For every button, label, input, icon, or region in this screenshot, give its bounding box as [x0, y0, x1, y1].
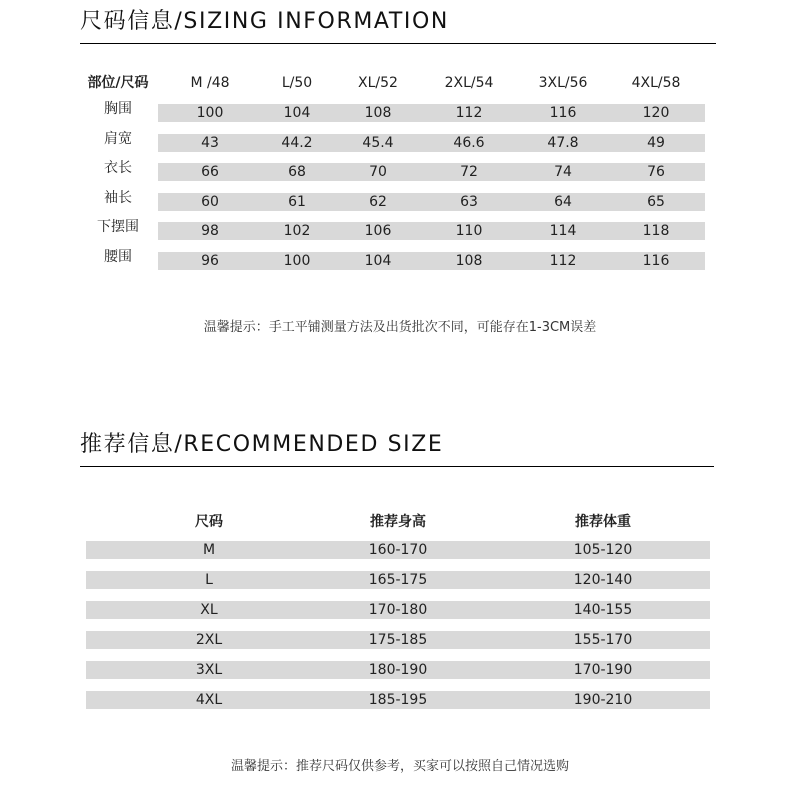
recommended-note: 温馨提示：推荐尺码仅供参考，买家可以按照自己情况选购 — [230, 759, 569, 774]
table-cell: 108 — [364, 105, 392, 121]
table-cell: 118 — [642, 223, 670, 239]
size-header: 4XL/58 — [631, 75, 681, 91]
table-cell: 100 — [196, 105, 224, 121]
measure-label: 衣长 — [104, 160, 132, 176]
table-cell: 106 — [364, 223, 392, 239]
size-header: 3XL/56 — [538, 75, 588, 91]
table-cell: 180-190 — [368, 662, 428, 678]
table-cell: 74 — [554, 164, 572, 180]
table-cell: 185-195 — [368, 692, 428, 708]
table-cell: L — [205, 572, 213, 588]
table-cell: 112 — [455, 105, 483, 121]
table-cell: 108 — [455, 253, 483, 269]
size-header: L/50 — [281, 75, 313, 91]
table-cell: 112 — [549, 253, 577, 269]
table-cell: 96 — [201, 253, 219, 269]
table-cell: 104 — [283, 105, 311, 121]
measure-label: 袖长 — [104, 190, 132, 206]
table-cell: 160-170 — [368, 542, 428, 558]
table-cell: 62 — [369, 194, 387, 210]
recommended-header: 推荐体重 — [575, 514, 631, 530]
recommended-title-rule — [80, 466, 714, 467]
table-cell: 61 — [288, 194, 306, 210]
table-cell: 72 — [460, 164, 478, 180]
table-cell: 102 — [283, 223, 311, 239]
measure-label: 肩宽 — [104, 131, 132, 147]
table-cell: 66 — [201, 164, 219, 180]
table-cell: 65 — [647, 194, 665, 210]
table-cell: 116 — [549, 105, 577, 121]
table-cell: 110 — [455, 223, 483, 239]
sizing-note: 温馨提示：手工平铺测量方法及出货批次不同，可能存在1-3CM误差 — [203, 320, 597, 335]
table-cell: 165-175 — [368, 572, 428, 588]
measure-label: 下摆围 — [97, 219, 139, 235]
table-cell: 170-180 — [368, 602, 428, 618]
table-cell: 63 — [460, 194, 478, 210]
table-cell: 100 — [283, 253, 311, 269]
table-cell: 2XL — [195, 632, 223, 648]
recommended-title: 推荐信息/RECOMMENDED SIZE — [80, 432, 444, 457]
table-cell: 120 — [642, 105, 670, 121]
table-cell: 60 — [201, 194, 219, 210]
size-header: XL/52 — [358, 75, 398, 91]
size-header: M /48 — [190, 75, 230, 91]
table-cell: 64 — [554, 194, 572, 210]
table-cell: 114 — [549, 223, 577, 239]
sizing-title: 尺码信息/SIZING INFORMATION — [80, 9, 449, 34]
table-cell: 3XL — [195, 662, 223, 678]
table-cell: 105-120 — [573, 542, 633, 558]
table-cell: 45.4 — [362, 135, 394, 151]
size-header-label: 部位/尺码 — [87, 75, 149, 91]
sizing-title-rule — [80, 43, 716, 44]
table-cell: 49 — [647, 135, 665, 151]
table-cell: 76 — [647, 164, 665, 180]
table-cell: 46.6 — [453, 135, 485, 151]
table-cell: 140-155 — [573, 602, 633, 618]
table-cell: XL — [200, 602, 218, 618]
recommended-header: 推荐身高 — [370, 514, 426, 530]
table-cell: 170-190 — [573, 662, 633, 678]
table-cell: 98 — [201, 223, 219, 239]
table-cell: 104 — [364, 253, 392, 269]
table-cell: M — [202, 542, 216, 558]
table-cell: 116 — [642, 253, 670, 269]
table-cell: 4XL — [195, 692, 223, 708]
measure-label: 腰围 — [104, 249, 132, 265]
table-cell: 155-170 — [573, 632, 633, 648]
table-cell: 47.8 — [547, 135, 579, 151]
table-cell: 175-185 — [368, 632, 428, 648]
table-cell: 44.2 — [281, 135, 313, 151]
table-cell: 190-210 — [573, 692, 633, 708]
table-cell: 120-140 — [573, 572, 633, 588]
measure-label: 胸围 — [104, 101, 132, 117]
table-cell: 43 — [201, 135, 219, 151]
table-cell: 68 — [288, 164, 306, 180]
recommended-header: 尺码 — [195, 514, 223, 530]
table-cell: 70 — [369, 164, 387, 180]
size-header: 2XL/54 — [444, 75, 494, 91]
